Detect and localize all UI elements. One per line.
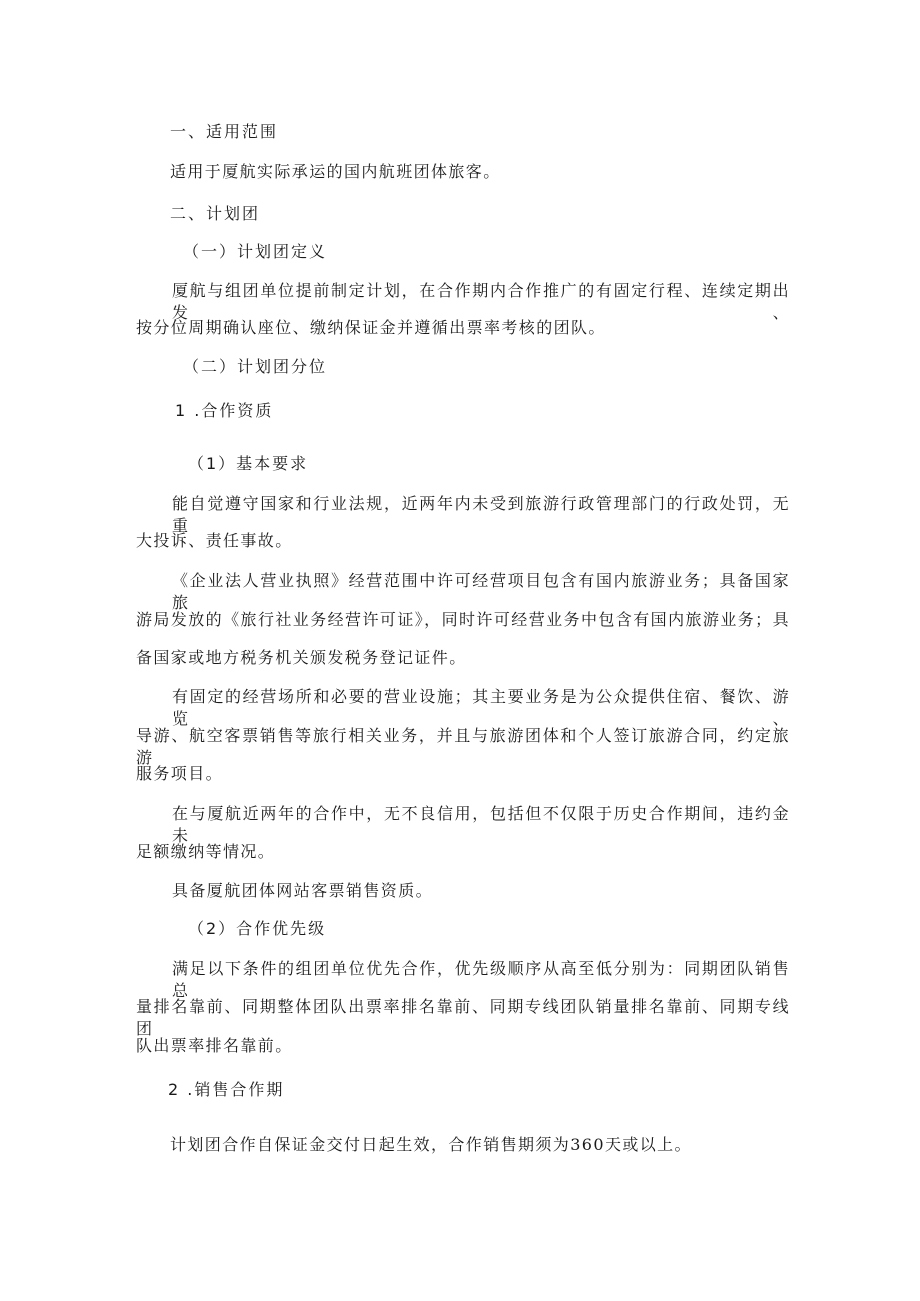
paragraph-2-line-2: 游局发放的《旅行社业务经营许可证》，同时许可经营业务中包含有国内旅游业务；具 [136,610,790,629]
paragraph-6-line-3: 队出票率排名靠前。 [136,1036,293,1055]
scope-text: 适用于厦航实际承运的国内航班团体旅客。 [170,162,501,181]
paragraph-5-line-1: 具备厦航团体网站客票销售资质。 [172,881,434,900]
item-title-sales-period: 2 .销售合作期 [168,1080,285,1099]
paragraph-2-line-3: 备国家或地方税务机关颁发税务登记证件。 [136,648,467,667]
paragraph-7-line-1: 计划团合作自保证金交付日起生效，合作销售期须为360天或以上。 [170,1135,692,1154]
item-title-priority: （2）合作优先级 [188,919,327,938]
paragraph-6-line-2: 量排名靠前、同期整体团队出票率排名靠前、同期专线团队销量排名靠前、同期专线团 [136,997,790,1038]
paragraph-4-line-1: 在与厦航近两年的合作中，无不良信用，包括但不仅限于历史合作期间，违约金未 [172,804,790,845]
section-title-scope: 一、适用范围 [170,122,279,141]
item-title-qualification: 1 .合作资质 [175,401,274,420]
definition-text-line-2: 按分位周期确认座位、缴纳保证金并遵循出票率考核的团队。 [136,318,606,337]
paragraph-4-line-2: 足额缴纳等情况。 [136,842,276,861]
paragraph-3-line-3: 服务项目。 [136,764,224,783]
paragraph-1-line-2: 大投诉、责任事故。 [136,531,293,550]
section-title-plan-group: 二、计划团 [170,204,261,223]
paragraph-3-line-1: 有固定的经营场所和必要的营业设施；其主要业务是为公众提供住宿、餐饮、游览、 [172,687,790,728]
subsection-title-allocation: （二）计划团分位 [183,357,328,376]
paragraph-6-line-1: 满足以下条件的组团单位优先合作，优先级顺序从高至低分别为：同期团队销售总 [172,959,790,1000]
definition-text-line-1: 厦航与组团单位提前制定计划，在合作期内合作推广的有固定行程、连续定期出发、 [172,281,790,322]
subsection-title-definition: （一）计划团定义 [183,242,328,261]
item-title-basic-requirements: （1）基本要求 [188,454,309,473]
paragraph-2-line-1: 《企业法人营业执照》经营范围中许可经营项目包含有国内旅游业务；具备国家旅 [172,571,790,612]
paragraph-3-line-2: 导游、航空客票销售等旅行相关业务，并且与旅游团体和个人签订旅游合同，约定旅游 [136,726,790,767]
paragraph-1-line-1: 能自觉遵守国家和行业法规，近两年内未受到旅游行政管理部门的行政处罚，无重 [172,494,790,535]
